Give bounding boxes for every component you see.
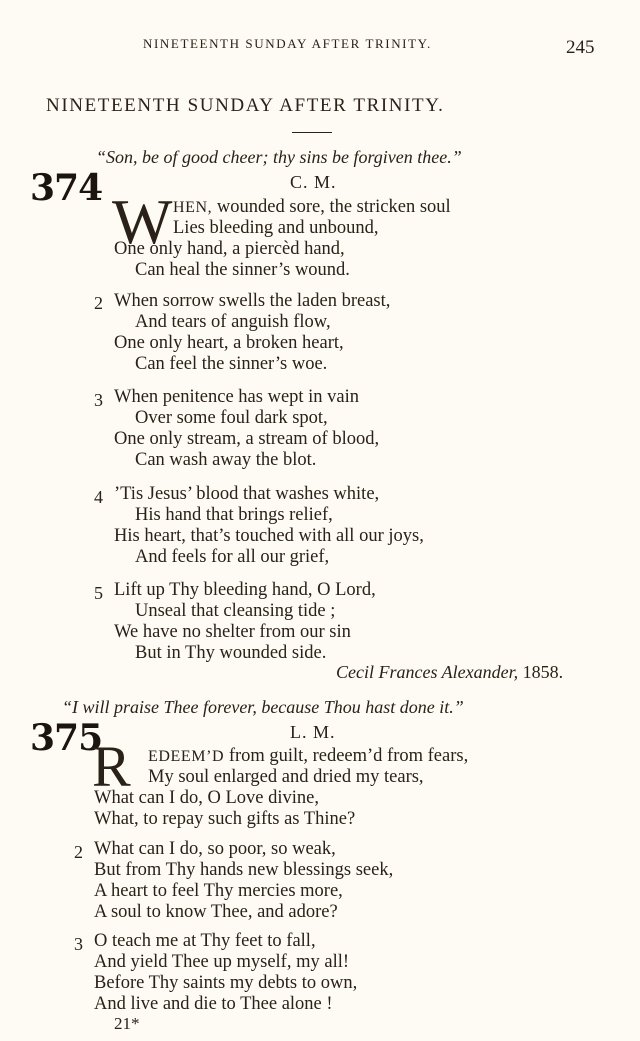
hymn-375-meter: L. M. <box>290 722 336 742</box>
stanza-number: 4 <box>94 487 103 507</box>
signature-mark: 21* <box>114 1014 140 1033</box>
line-text: from guilt, redeem’d from fears, <box>224 746 469 766</box>
stanza-line: Unseal that cleansing tide ; <box>135 601 336 621</box>
stanza-line: Can heal the sinner’s wound. <box>135 260 350 280</box>
author-name: Cecil Frances Alexander, <box>336 662 519 682</box>
hymn-374-attribution <box>336 662 563 683</box>
stanza-line: Before Thy saints my debts to own, <box>94 973 358 993</box>
stanza-line: A soul to know Thee, and adore? <box>94 902 338 922</box>
hymn-374-epigraph: “Son, be of good cheer; thy sins be forgiven thee.” <box>96 147 462 167</box>
stanza-line: One only stream, a stream of blood, <box>114 429 380 449</box>
page-number: 245 <box>566 37 595 58</box>
stanza-line: Lies bleeding and unbound, <box>173 218 379 238</box>
hymn-374-number: 374 <box>30 167 103 209</box>
title-rule <box>292 132 332 133</box>
stanza-number: 3 <box>74 934 83 954</box>
stanza-number: 5 <box>94 583 103 603</box>
stanza-line: One only heart, a broken heart, <box>114 333 344 353</box>
section-title: NINETEENTH SUNDAY AFTER TRINITY. <box>46 95 445 116</box>
hymn-375-dropcap: R <box>92 734 131 799</box>
stanza-line: What can I do, O Love divine, <box>94 788 320 808</box>
running-head: NINETEENTH SUNDAY AFTER TRINITY. <box>143 36 432 51</box>
stanza-line: But from Thy hands new blessings seek, <box>94 860 394 880</box>
first-word: EDEEM’D <box>148 748 225 765</box>
stanza-line: A heart to feel Thy mercies more, <box>94 881 343 901</box>
stanza-line: Lift up Thy bleeding hand, O Lord, <box>114 580 376 600</box>
stanza-line: We have no shelter from our sin <box>114 622 351 642</box>
stanza-line: Can wash away the blot. <box>135 450 317 470</box>
stanza-line: Over some foul dark spot, <box>135 408 328 428</box>
stanza-line: O teach me at Thy feet to fall, <box>94 931 316 951</box>
stanza-line: What, to repay such gifts as Thine? <box>94 809 356 829</box>
stanza-line: His hand that brings relief, <box>135 505 333 525</box>
stanza-line <box>148 746 468 767</box>
stanza-number: 2 <box>74 842 83 862</box>
hymn-375-number: 375 <box>30 717 103 759</box>
stanza-line: And feels for all our grief, <box>135 547 330 567</box>
stanza-line: What can I do, so poor, so weak, <box>94 839 336 859</box>
stanza-number: 3 <box>94 390 103 410</box>
line-text: wounded sore, the stricken soul <box>212 197 451 217</box>
stanza-line: And live and die to Thee alone ! <box>94 994 333 1014</box>
stanza-line: And tears of anguish flow, <box>135 312 331 332</box>
stanza-line: Can feel the sinner’s woe. <box>135 354 328 374</box>
stanza-line: My soul enlarged and dried my tears, <box>148 767 424 787</box>
author-year: 1858. <box>522 662 564 682</box>
stanza-line: ’Tis Jesus’ blood that washes white, <box>114 484 380 504</box>
hymn-374-dropcap: W <box>112 186 173 257</box>
stanza-line <box>173 197 451 218</box>
stanza-line: When penitence has wept in vain <box>114 387 360 407</box>
hymn-374-meter: C. M. <box>290 172 337 192</box>
stanza-number: 2 <box>94 293 103 313</box>
stanza-line: One only hand, a piercèd hand, <box>114 239 345 259</box>
stanza-line: But in Thy wounded side. <box>135 643 327 663</box>
first-word: HEN, <box>173 199 213 216</box>
stanza-line: And yield Thee up myself, my all! <box>94 952 350 972</box>
stanza-line: When sorrow swells the laden breast, <box>114 291 391 311</box>
hymn-375-epigraph: “I will praise Thee forever, because Thou hast done it.” <box>62 697 464 717</box>
stanza-line: His heart, that’s touched with all our joys, <box>114 526 424 546</box>
